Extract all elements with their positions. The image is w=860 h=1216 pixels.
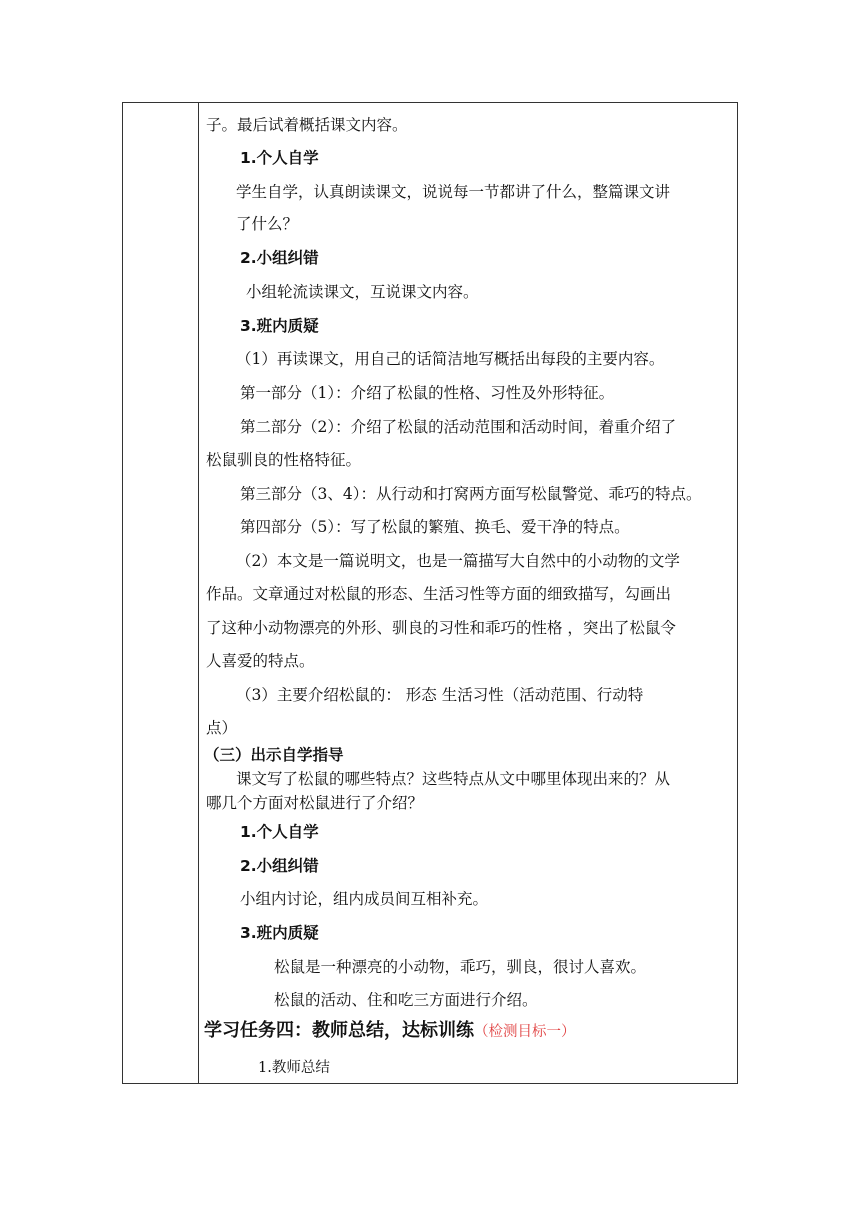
text-line: （1）再读课文，用自己的话简洁地写概括出每段的主要内容。 [236,350,665,368]
text-line: 松鼠驯良的性格特征。 [206,451,362,469]
subheading-group-correction: 2.小组纠错 [240,249,319,267]
task-target-note: （检测目标一） [474,1024,576,1040]
task-heading [204,1019,576,1044]
text-line: 第一部分（1）：介绍了松鼠的性格、习性及外形特征。 [240,384,615,402]
text-line: 了这种小动物漂亮的外形、驯良的习性和乖巧的性格 ，突出了松鼠令 [206,619,676,637]
text-line: 作品。文章通过对松鼠的形态、生活习性等方面的细致描写，勾画出 [206,585,672,603]
subheading-class-questions: 3.班内质疑 [240,924,319,942]
task-title: 学习任务四：教师总结，达标训练 [204,1020,474,1041]
text-line: 1.教师总结 [258,1060,330,1076]
text-line: 子。最后试着概括课文内容。 [206,116,408,134]
text-line: 松鼠是一种漂亮的小动物，乖巧，驯良，很讨人喜欢。 [274,958,647,976]
text-line: 学生自学，认真朗读课文，说说每一节都讲了什么，整篇课文讲 [236,183,671,201]
column-divider [198,103,199,1083]
text-line: 点） [206,719,238,737]
subheading-class-questions: 3.班内质疑 [240,317,319,335]
text-line: （3）主要介绍松鼠的： 形态 生活习性（活动范围、行动特 [236,686,644,704]
subheading-self-study: 1.个人自学 [240,149,319,167]
text-line: 松鼠的活动、住和吃三方面进行介绍。 [274,991,538,1009]
subheading-self-study: 1.个人自学 [240,823,319,841]
text-line: 哪几个方面对松鼠进行了介绍？ [206,794,424,812]
section-heading-guidance: （三）出示自学指导 [204,746,344,764]
text-line: 第三部分（3、4）：从行动和打窝两方面写松鼠警觉、乖巧的特点。 [240,485,702,503]
text-line: 课文写了松鼠的哪些特点？这些特点从文中哪里体现出来的？从 [236,770,671,788]
text-line: 了什么？ [236,215,299,233]
text-line: （2）本文是一篇说明文，也是一篇描写大自然中的小动物的文学 [236,552,680,570]
text-line: 人喜爱的特点。 [206,652,315,670]
subheading-group-correction: 2.小组纠错 [240,857,319,875]
text-line: 第二部分（2）：介绍了松鼠的活动范围和活动时间，着重介绍了 [240,418,677,436]
text-line: 小组内讨论，组内成员间互相补充。 [240,890,489,908]
text-line: 第四部分（5）：写了松鼠的繁殖、换毛、爱干净的特点。 [240,518,630,536]
text-line: 小组轮流读课文，互说课文内容。 [246,283,479,301]
